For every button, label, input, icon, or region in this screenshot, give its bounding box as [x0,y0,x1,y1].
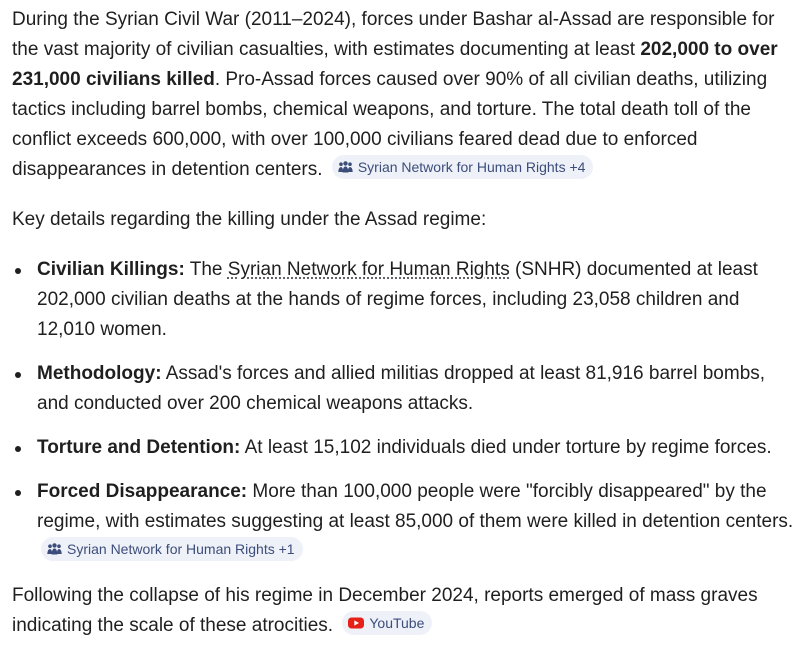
people-group-icon [47,543,62,555]
point-text: At least 15,102 individuals died under torture by regime forces. [240,437,772,458]
youtube-icon [348,617,364,629]
list-item [12,359,799,419]
list-item [12,477,799,567]
point-text-after: (SNHR) documented at least 202,000 civilian deaths at the hands of regime forces, including 23,058 children and 12,010 women. [37,259,758,340]
source-chip-youtube[interactable] [342,611,432,635]
point-title: Civilian Killings: [37,259,185,280]
source-chip-label: YouTube [369,615,425,631]
intro-text-before: During the Syrian Civil War (2011–2024), forces under Bashar al-Assad are responsible for the vast majority of civilian casualties, with estimates documenting at least [12,9,775,60]
list-item [12,433,799,463]
intro-bold-figure: 202,000 to over 231,000 civilians killed [12,39,778,90]
snhr-link[interactable]: Syrian Network for Human Rights [227,259,510,280]
source-chip-label: Syrian Network for Human Rights +1 [67,541,295,557]
point-title: Methodology: [37,363,162,384]
point-text: Assad's forces and allied militias dropped at least 81,916 barrel bombs, and conducted over 200 chemical weapons attacks. [37,363,766,414]
key-details-list [12,255,799,567]
source-chip-snhr-4[interactable] [332,155,594,179]
final-text: Following the collapse of his regime in December 2024, reports emerged of mass graves indicating the scale of these atrocities. [12,585,758,636]
point-title: Torture and Detention: [37,437,241,458]
source-chip-label: Syrian Network for Human Rights +4 [357,159,586,175]
point-text: More than 100,000 people were "forcibly disappeared" by the regime, with estimates suggesting at least 85,000 of them were killed in detention centers. [37,481,794,532]
source-chip-snhr-1[interactable] [41,537,303,561]
point-title: Forced Disappearance: [37,481,248,502]
intro-paragraph [12,5,799,185]
key-details-heading: Key details regarding the killing under the Assad regime: [12,209,487,230]
list-item [12,255,799,345]
people-group-icon [338,161,353,173]
intro-text-after: . Pro-Assad forces caused over 90% of all civilian deaths, utilizing tactics including barrel bombs, chemical weapons, and torture. The total death toll of the conflict exceeds 600,000, with over 100,000 civilians feared dead due to enforced disappearances in detention centers. [12,69,768,180]
final-paragraph [12,581,799,641]
point-text-before: The [184,259,228,280]
